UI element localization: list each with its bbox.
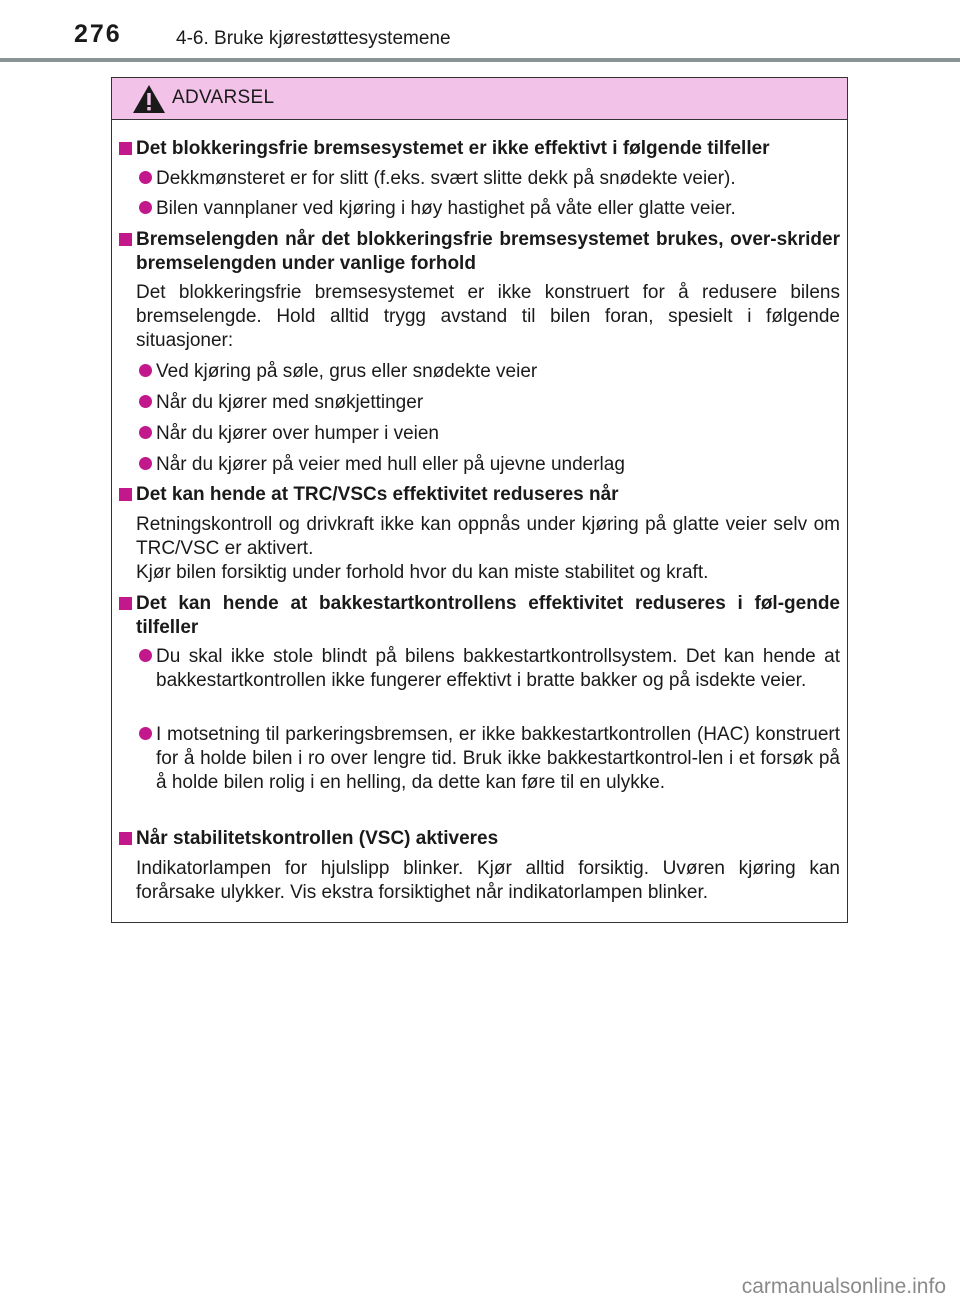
heading-braking-distance (136, 228, 840, 276)
bullet-hill-start-parking (156, 723, 840, 795)
bullet-dot (139, 201, 152, 214)
bullet-bumps (156, 422, 840, 446)
para-trc-vsc-1 (136, 513, 840, 561)
section-title: 4-6. Bruke kjørestøttesystemene (176, 28, 451, 49)
heading-square-marker (119, 597, 132, 610)
warning-label: ADVARSEL (172, 87, 275, 108)
bullet-aquaplaning (156, 197, 840, 221)
page-header (0, 0, 960, 62)
heading-text: Det kan hende at bakkestartkontrollens effektivitet reduseres i føl-gende tilfeller (136, 593, 840, 638)
bullet-text: Når du kjører på veier med hull eller på ujevne underlag (156, 454, 625, 475)
heading-text: Når stabilitetskontrollen (VSC) aktiveres (136, 828, 499, 849)
heading-square-marker (119, 233, 132, 246)
watermark-text: carmanualsonline.info (741, 1275, 946, 1298)
bullet-dot (139, 395, 152, 408)
bullet-dot (139, 364, 152, 377)
para-text: Det blokkeringsfrie bremsesystemet er ikke konstruert for å redusere bilens bremselengde. Hold alltid trygg avstand til bilen foran, spesielt i følgende situasjoner: (136, 282, 840, 351)
heading-trc-vsc (136, 483, 840, 507)
para-text: Kjør bilen forsiktig under forhold hvor du kan miste stabilitet og kraft. (136, 562, 709, 583)
warning-header (112, 78, 847, 120)
bullet-dot (139, 457, 152, 470)
bullet-snow-chains (156, 391, 840, 415)
para-vsc-indicator (136, 857, 840, 905)
warning-triangle-icon (132, 84, 166, 114)
heading-text: Det kan hende at TRC/VSCs effektivitet reduseres når (136, 484, 619, 505)
bullet-text: Dekkmønsteret er for slitt (f.eks. svært slitte dekk på snødekte veier). (156, 168, 736, 189)
bullet-text: Du skal ikke stole blindt på bilens bakkestartkontrollsystem. Det kan hende at bakkestartkontrollen ikke fungerer effektivt i bratte bakker og på isdekte veier. (156, 646, 840, 691)
heading-square-marker (119, 488, 132, 501)
heading-abs-not-effective (136, 137, 840, 161)
bullet-text: Når du kjører med snøkjettinger (156, 392, 424, 413)
bullet-mud-gravel (156, 360, 840, 384)
bullet-potholes (156, 453, 840, 477)
bullet-dot (139, 426, 152, 439)
header-rule (0, 58, 960, 62)
heading-square-marker (119, 832, 132, 845)
bullet-dot (139, 649, 152, 662)
para-text: Indikatorlampen for hjulslipp blinker. Kjør alltid forsiktig. Uvøren kjøring kan forårsake ulykker. Vis ekstra forsiktighet når indikatorlampen blinker. (136, 858, 840, 903)
heading-square-marker (119, 142, 132, 155)
para-abs-distance (136, 281, 840, 353)
para-trc-vsc-2 (136, 561, 840, 585)
bullet-text: I motsetning til parkeringsbremsen, er ikke bakkestartkontrollen (HAC) konstruert for å holde bilen i ro over lengre tid. Bruk ikke bakkestartkontrol-len i et forsøk på å holde bilen rolig i en helling, da dette kan føre til en ulykke. (156, 724, 840, 793)
bullet-text: Bilen vannplaner ved kjøring i høy hastighet på våte eller glatte veier. (156, 198, 736, 219)
page-number: 276 (74, 20, 122, 48)
bullet-dot (139, 171, 152, 184)
bullet-dot (139, 727, 152, 740)
para-text: Retningskontroll og drivkraft ikke kan oppnås under kjøring på glatte veier selv om TRC/VSC er aktivert. (136, 514, 840, 559)
bullet-hill-start-reliance (156, 645, 840, 693)
heading-hill-start (136, 592, 840, 640)
heading-vsc-active (136, 827, 840, 851)
bullet-text: Ved kjøring på søle, grus eller snødekte veier (156, 361, 538, 382)
heading-text: Bremselengden når det blokkeringsfrie bremsesystemet brukes, over-skrider bremselengden under vanlige forhold (136, 229, 840, 274)
bullet-worn-tread (156, 167, 840, 191)
bullet-text: Når du kjører over humper i veien (156, 423, 439, 444)
heading-text: Det blokkeringsfrie bremsesystemet er ikke effektivt i følgende tilfeller (136, 138, 770, 159)
warning-box (111, 77, 848, 923)
